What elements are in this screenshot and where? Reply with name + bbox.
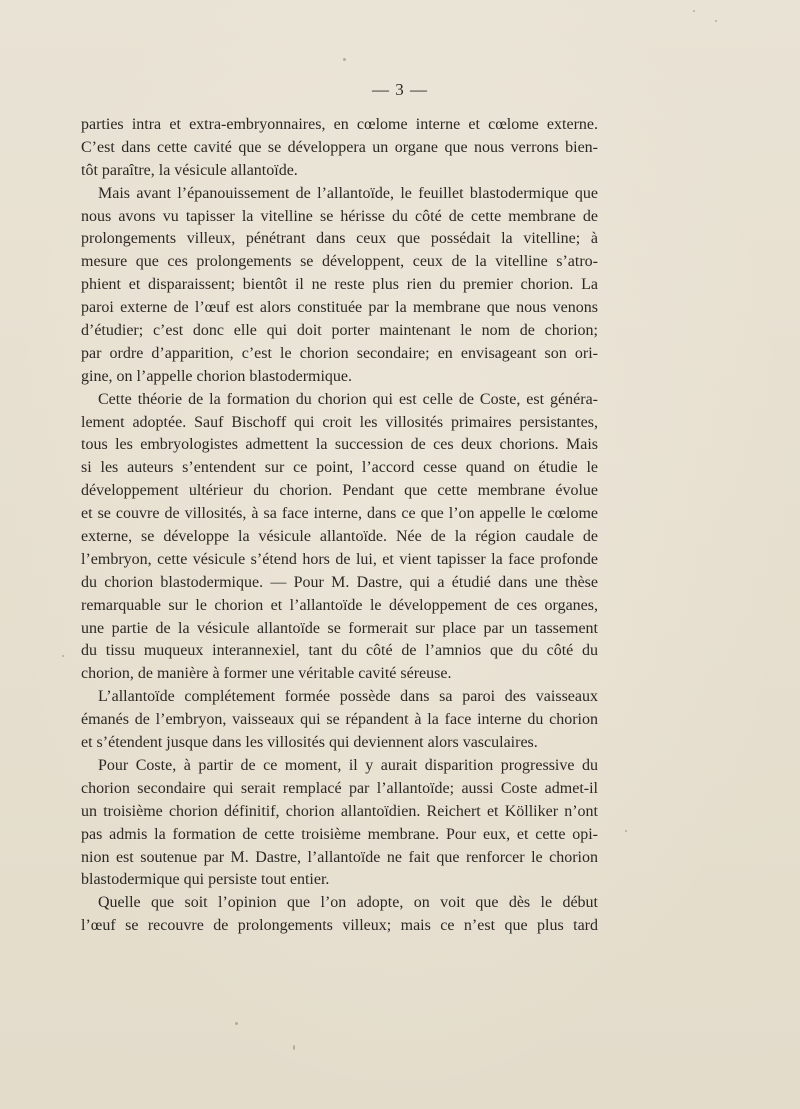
- text-line: l’œuf se recouvre de prolongements villeux; mais ce n’est que plus tard: [81, 917, 598, 935]
- text-line: nion est soutenue par M. Dastre, l’allantoïde ne fait que renforcer le chorion: [81, 848, 598, 866]
- text-line: par ordre d’apparition, c’est le chorion secondaire; en envisageant son ori-: [81, 344, 598, 362]
- text-line: L’allantoïde complétement formée possède dans sa paroi des vaisseaux: [98, 688, 598, 706]
- text-line: émanés de l’embryon, vaisseaux qui se répandent à la face interne du chorion: [81, 711, 598, 729]
- paper-speck: [693, 10, 695, 12]
- text-line: prolongements villeux, pénétrant dans ceux que possédait la vitelline; à: [81, 230, 598, 248]
- text-line: lement adoptée. Sauf Bischoff qui croit les villosités primaires persistantes,: [81, 413, 598, 431]
- text-line: remarquable sur le chorion et l’allantoïde le développement de ces organes,: [81, 596, 598, 614]
- text-line: chorion secondaire qui serait remplacé par l’allantoïde; aussi Coste admet-il: [81, 779, 598, 797]
- text-line: et s’étendent jusque dans les villosités qui deviennent alors vasculaires.: [81, 734, 538, 752]
- text-line: gine, on l’appelle chorion blastodermique.: [81, 367, 353, 385]
- text-line: mesure que ces prolongements se développent, ceux de la vitelline s’atro-: [81, 253, 598, 271]
- text-line: chorion, de manière à former une véritable cavité séreuse.: [81, 665, 452, 683]
- text-line: pas admis la formation de cette troisième membrane. Pour eux, et cette opi-: [81, 825, 598, 843]
- text-line: C’est dans cette cavité que se développera un organe que nous verrons bien-: [81, 138, 598, 156]
- text-line: paroi externe de l’œuf est alors constituée par la membrane que nous venons: [81, 299, 598, 317]
- body-text: [81, 114, 598, 938]
- paper-speck: [715, 20, 717, 22]
- text-line: phient et disparaissent; bientôt il ne reste plus rien du premier chorion. La: [81, 276, 598, 294]
- text-line: Mais avant l’épanouissement de l’allantoïde, le feuillet blastodermique que: [98, 184, 598, 202]
- text-line: nous avons vu tapisser la vitelline se hérisse du côté de cette membrane de: [81, 207, 598, 225]
- paper-speck: [625, 830, 627, 832]
- paper-speck: [62, 655, 64, 657]
- page-number: — 3 —: [372, 80, 428, 99]
- text-line: Pour Coste, à partir de ce moment, il y aurait disparition progressive du: [98, 756, 598, 774]
- text-line: du tissu muqueux interannexiel, tant du côté de l’amnios que du côté du: [81, 642, 598, 660]
- text-line: blastodermique qui persiste tout entier.: [81, 871, 330, 889]
- text-line: Quelle que soit l’opinion que l’on adopte, on voit que dès le début: [98, 894, 598, 912]
- text-line: du chorion blastodermique. — Pour M. Dastre, qui a étudié dans une thèse: [81, 573, 598, 591]
- paper-speck: [235, 1022, 238, 1025]
- text-line: développement ultérieur du chorion. Pendant que cette membrane évolue: [81, 482, 598, 500]
- text-line: et se couvre de villosités, à sa face interne, dans ce que l’on appelle le cœlome: [81, 505, 598, 523]
- text-line: d’étudier; c’est donc elle qui doit porter maintenant le nom de chorion;: [81, 322, 598, 340]
- text-line: parties intra et extra-embryonnaires, en cœlome interne et cœlome externe.: [81, 116, 598, 133]
- text-line: Cette théorie de la formation du chorion qui est celle de Coste, est généra-: [98, 390, 598, 408]
- text-line: un troisième chorion définitif, chorion allantoïdien. Reichert et Kölliker n’ont: [81, 802, 598, 820]
- text-line: l’embryon, cette vésicule s’étend hors de lui, et vient tapisser la face profonde: [81, 550, 598, 568]
- text-line: une partie de la vésicule allantoïde se formerait sur place par un tassement: [81, 619, 598, 637]
- paper-speck: [343, 58, 346, 61]
- paper-speck: [293, 1045, 295, 1050]
- text-line: tôt paraître, la vésicule allantoïde.: [81, 161, 298, 179]
- text-line: tous les embryologistes admettent la succession de ces deux chorions. Mais: [81, 436, 598, 454]
- text-line: si les auteurs s’entendent sur ce point, l’accord cesse quand on étudie le: [81, 459, 598, 477]
- text-line: externe, se développe la vésicule allantoïde. Née de la région caudale de: [81, 528, 598, 546]
